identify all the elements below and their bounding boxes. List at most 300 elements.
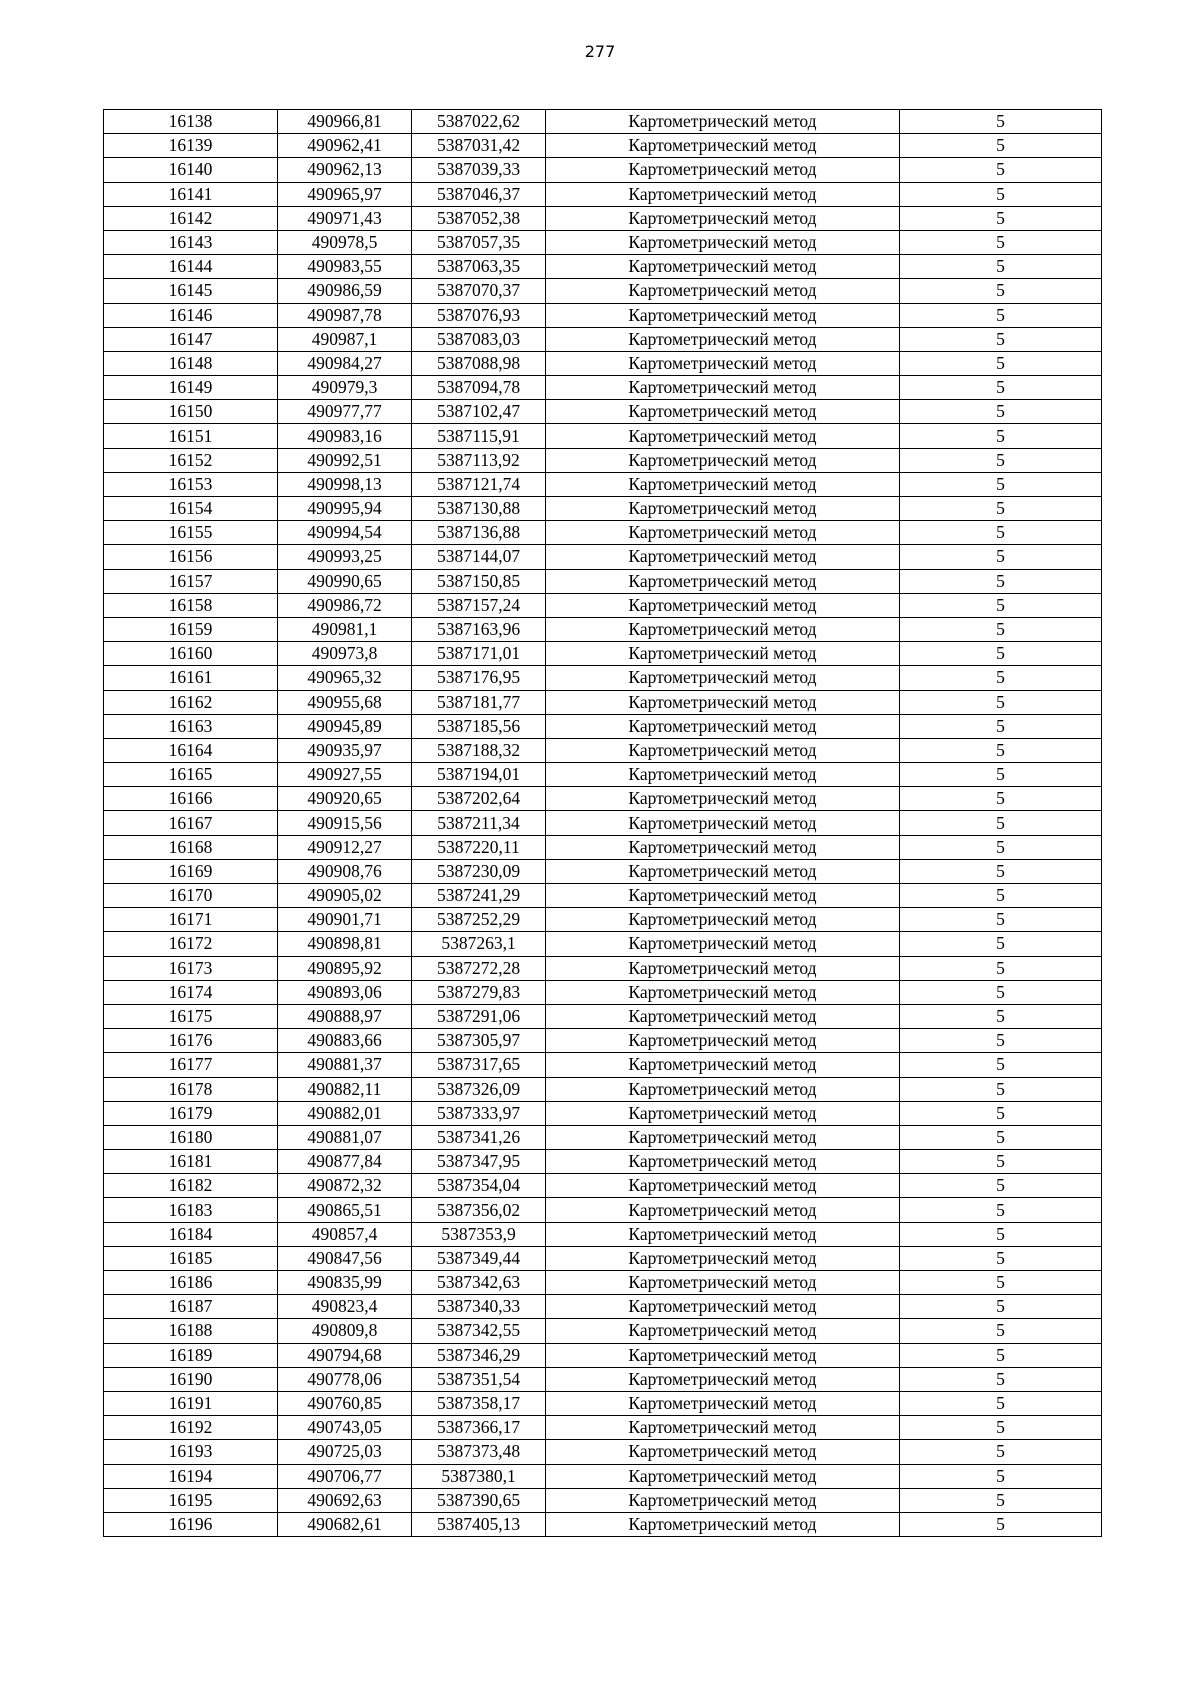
method-cell: Картометрический метод [546, 859, 900, 883]
table-row [104, 545, 1102, 569]
x-coordinate-cell: 490847,56 [278, 1246, 412, 1270]
table-row [104, 1440, 1102, 1464]
method-cell: Картометрический метод [546, 980, 900, 1004]
x-coordinate-cell: 490983,55 [278, 255, 412, 279]
method-cell: Картометрический метод [546, 1246, 900, 1270]
x-coordinate-cell: 490962,13 [278, 158, 412, 182]
y-coordinate-cell: 5387046,37 [412, 182, 546, 206]
accuracy-cell: 5 [900, 1512, 1102, 1536]
accuracy-cell: 5 [900, 1004, 1102, 1028]
y-coordinate-cell: 5387349,44 [412, 1246, 546, 1270]
point-number-cell: 16153 [104, 472, 278, 496]
method-cell: Картометрический метод [546, 884, 900, 908]
method-cell: Картометрический метод [546, 1004, 900, 1028]
method-cell: Картометрический метод [546, 1053, 900, 1077]
x-coordinate-cell: 490905,02 [278, 884, 412, 908]
x-coordinate-cell: 490881,37 [278, 1053, 412, 1077]
accuracy-cell: 5 [900, 1246, 1102, 1270]
table-row [104, 908, 1102, 932]
page-number: 277 [584, 42, 616, 61]
accuracy-cell: 5 [900, 1464, 1102, 1488]
x-coordinate-cell: 490778,06 [278, 1367, 412, 1391]
y-coordinate-cell: 5387317,65 [412, 1053, 546, 1077]
accuracy-cell: 5 [900, 327, 1102, 351]
point-number-cell: 16146 [104, 303, 278, 327]
point-number-cell: 16177 [104, 1053, 278, 1077]
point-number-cell: 16189 [104, 1343, 278, 1367]
y-coordinate-cell: 5387341,26 [412, 1125, 546, 1149]
table-row [104, 376, 1102, 400]
accuracy-cell: 5 [900, 1101, 1102, 1125]
x-coordinate-cell: 490984,27 [278, 351, 412, 375]
point-number-cell: 16180 [104, 1125, 278, 1149]
table-row [104, 182, 1102, 206]
accuracy-cell: 5 [900, 1488, 1102, 1512]
point-number-cell: 16176 [104, 1029, 278, 1053]
y-coordinate-cell: 5387052,38 [412, 206, 546, 230]
x-coordinate-cell: 490981,1 [278, 617, 412, 641]
point-number-cell: 16187 [104, 1295, 278, 1319]
method-cell: Картометрический метод [546, 956, 900, 980]
point-number-cell: 16163 [104, 714, 278, 738]
table-row [104, 1464, 1102, 1488]
y-coordinate-cell: 5387241,29 [412, 884, 546, 908]
x-coordinate-cell: 490883,66 [278, 1029, 412, 1053]
method-cell: Картометрический метод [546, 1222, 900, 1246]
accuracy-cell: 5 [900, 666, 1102, 690]
point-number-cell: 16185 [104, 1246, 278, 1270]
point-number-cell: 16167 [104, 811, 278, 835]
x-coordinate-cell: 490706,77 [278, 1464, 412, 1488]
method-cell: Картометрический метод [546, 521, 900, 545]
y-coordinate-cell: 5387347,95 [412, 1150, 546, 1174]
table-row [104, 400, 1102, 424]
method-cell: Картометрический метод [546, 1198, 900, 1222]
x-coordinate-cell: 490962,41 [278, 134, 412, 158]
method-cell: Картометрический метод [546, 376, 900, 400]
accuracy-cell: 5 [900, 158, 1102, 182]
point-number-cell: 16142 [104, 206, 278, 230]
accuracy-cell: 5 [900, 448, 1102, 472]
accuracy-cell: 5 [900, 1295, 1102, 1319]
y-coordinate-cell: 5387070,37 [412, 279, 546, 303]
point-number-cell: 16170 [104, 884, 278, 908]
point-number-cell: 16182 [104, 1174, 278, 1198]
accuracy-cell: 5 [900, 980, 1102, 1004]
table-row [104, 206, 1102, 230]
x-coordinate-cell: 490888,97 [278, 1004, 412, 1028]
y-coordinate-cell: 5387230,09 [412, 859, 546, 883]
accuracy-cell: 5 [900, 400, 1102, 424]
y-coordinate-cell: 5387163,96 [412, 617, 546, 641]
table-row [104, 1343, 1102, 1367]
x-coordinate-cell: 490920,65 [278, 787, 412, 811]
x-coordinate-cell: 490682,61 [278, 1512, 412, 1536]
method-cell: Картометрический метод [546, 1440, 900, 1464]
point-number-cell: 16166 [104, 787, 278, 811]
point-number-cell: 16150 [104, 400, 278, 424]
point-number-cell: 16160 [104, 642, 278, 666]
accuracy-cell: 5 [900, 1319, 1102, 1343]
x-coordinate-cell: 490965,97 [278, 182, 412, 206]
x-coordinate-cell: 490971,43 [278, 206, 412, 230]
accuracy-cell: 5 [900, 182, 1102, 206]
point-number-cell: 16143 [104, 230, 278, 254]
y-coordinate-cell: 5387340,33 [412, 1295, 546, 1319]
x-coordinate-cell: 490865,51 [278, 1198, 412, 1222]
y-coordinate-cell: 5387353,9 [412, 1222, 546, 1246]
x-coordinate-cell: 490935,97 [278, 738, 412, 762]
method-cell: Картометрический метод [546, 1029, 900, 1053]
method-cell: Картометрический метод [546, 448, 900, 472]
accuracy-cell: 5 [900, 956, 1102, 980]
accuracy-cell: 5 [900, 134, 1102, 158]
x-coordinate-cell: 490692,63 [278, 1488, 412, 1512]
x-coordinate-cell: 490760,85 [278, 1391, 412, 1415]
y-coordinate-cell: 5387031,42 [412, 134, 546, 158]
accuracy-cell: 5 [900, 1416, 1102, 1440]
method-cell: Картометрический метод [546, 1391, 900, 1415]
table-row [104, 835, 1102, 859]
point-number-cell: 16183 [104, 1198, 278, 1222]
accuracy-cell: 5 [900, 472, 1102, 496]
method-cell: Картометрический метод [546, 1150, 900, 1174]
table-row [104, 787, 1102, 811]
table-row [104, 1174, 1102, 1198]
point-number-cell: 16157 [104, 569, 278, 593]
method-cell: Картометрический метод [546, 1319, 900, 1343]
y-coordinate-cell: 5387342,55 [412, 1319, 546, 1343]
y-coordinate-cell: 5387094,78 [412, 376, 546, 400]
x-coordinate-cell: 490882,01 [278, 1101, 412, 1125]
coordinates-table-body [104, 110, 1102, 1537]
x-coordinate-cell: 490809,8 [278, 1319, 412, 1343]
x-coordinate-cell: 490986,59 [278, 279, 412, 303]
y-coordinate-cell: 5387076,93 [412, 303, 546, 327]
table-row [104, 1198, 1102, 1222]
y-coordinate-cell: 5387157,24 [412, 593, 546, 617]
accuracy-cell: 5 [900, 255, 1102, 279]
x-coordinate-cell: 490978,5 [278, 230, 412, 254]
method-cell: Картометрический метод [546, 158, 900, 182]
accuracy-cell: 5 [900, 1271, 1102, 1295]
point-number-cell: 16141 [104, 182, 278, 206]
x-coordinate-cell: 490725,03 [278, 1440, 412, 1464]
accuracy-cell: 5 [900, 206, 1102, 230]
table-row [104, 1004, 1102, 1028]
y-coordinate-cell: 5387057,35 [412, 230, 546, 254]
x-coordinate-cell: 490823,4 [278, 1295, 412, 1319]
method-cell: Картометрический метод [546, 303, 900, 327]
point-number-cell: 16161 [104, 666, 278, 690]
method-cell: Картометрический метод [546, 110, 900, 134]
table-row [104, 569, 1102, 593]
method-cell: Картометрический метод [546, 230, 900, 254]
table-row [104, 763, 1102, 787]
table-row [104, 1295, 1102, 1319]
method-cell: Картометрический метод [546, 1295, 900, 1319]
y-coordinate-cell: 5387188,32 [412, 738, 546, 762]
y-coordinate-cell: 5387144,07 [412, 545, 546, 569]
y-coordinate-cell: 5387115,91 [412, 424, 546, 448]
table-row [104, 932, 1102, 956]
accuracy-cell: 5 [900, 279, 1102, 303]
accuracy-cell: 5 [900, 811, 1102, 835]
accuracy-cell: 5 [900, 932, 1102, 956]
method-cell: Картометрический метод [546, 134, 900, 158]
y-coordinate-cell: 5387305,97 [412, 1029, 546, 1053]
y-coordinate-cell: 5387220,11 [412, 835, 546, 859]
x-coordinate-cell: 490987,78 [278, 303, 412, 327]
y-coordinate-cell: 5387130,88 [412, 497, 546, 521]
x-coordinate-cell: 490881,07 [278, 1125, 412, 1149]
method-cell: Картометрический метод [546, 811, 900, 835]
table-row [104, 424, 1102, 448]
y-coordinate-cell: 5387326,09 [412, 1077, 546, 1101]
y-coordinate-cell: 5387342,63 [412, 1271, 546, 1295]
x-coordinate-cell: 490965,32 [278, 666, 412, 690]
table-row [104, 1416, 1102, 1440]
y-coordinate-cell: 5387358,17 [412, 1391, 546, 1415]
accuracy-cell: 5 [900, 497, 1102, 521]
method-cell: Картометрический метод [546, 690, 900, 714]
table-row [104, 351, 1102, 375]
method-cell: Картометрический метод [546, 593, 900, 617]
method-cell: Картометрический метод [546, 835, 900, 859]
point-number-cell: 16169 [104, 859, 278, 883]
table-row [104, 1319, 1102, 1343]
table-row [104, 980, 1102, 1004]
point-number-cell: 16194 [104, 1464, 278, 1488]
x-coordinate-cell: 490882,11 [278, 1077, 412, 1101]
y-coordinate-cell: 5387252,29 [412, 908, 546, 932]
accuracy-cell: 5 [900, 787, 1102, 811]
point-number-cell: 16152 [104, 448, 278, 472]
accuracy-cell: 5 [900, 835, 1102, 859]
x-coordinate-cell: 490990,65 [278, 569, 412, 593]
point-number-cell: 16156 [104, 545, 278, 569]
accuracy-cell: 5 [900, 1391, 1102, 1415]
accuracy-cell: 5 [900, 521, 1102, 545]
y-coordinate-cell: 5387171,01 [412, 642, 546, 666]
point-number-cell: 16159 [104, 617, 278, 641]
accuracy-cell: 5 [900, 545, 1102, 569]
point-number-cell: 16191 [104, 1391, 278, 1415]
method-cell: Картометрический метод [546, 351, 900, 375]
accuracy-cell: 5 [900, 1367, 1102, 1391]
point-number-cell: 16171 [104, 908, 278, 932]
method-cell: Картометрический метод [546, 497, 900, 521]
y-coordinate-cell: 5387279,83 [412, 980, 546, 1004]
method-cell: Картометрический метод [546, 545, 900, 569]
accuracy-cell: 5 [900, 1174, 1102, 1198]
table-row [104, 714, 1102, 738]
accuracy-cell: 5 [900, 351, 1102, 375]
y-coordinate-cell: 5387390,65 [412, 1488, 546, 1512]
y-coordinate-cell: 5387405,13 [412, 1512, 546, 1536]
method-cell: Картометрический метод [546, 1464, 900, 1488]
point-number-cell: 16196 [104, 1512, 278, 1536]
method-cell: Картометрический метод [546, 763, 900, 787]
x-coordinate-cell: 490973,8 [278, 642, 412, 666]
table-row [104, 230, 1102, 254]
point-number-cell: 16165 [104, 763, 278, 787]
table-row [104, 1053, 1102, 1077]
y-coordinate-cell: 5387346,29 [412, 1343, 546, 1367]
table-row [104, 472, 1102, 496]
method-cell: Картометрический метод [546, 1174, 900, 1198]
method-cell: Картометрический метод [546, 1101, 900, 1125]
y-coordinate-cell: 5387366,17 [412, 1416, 546, 1440]
accuracy-cell: 5 [900, 1150, 1102, 1174]
y-coordinate-cell: 5387102,47 [412, 400, 546, 424]
accuracy-cell: 5 [900, 110, 1102, 134]
method-cell: Картометрический метод [546, 569, 900, 593]
point-number-cell: 16193 [104, 1440, 278, 1464]
table-row [104, 303, 1102, 327]
method-cell: Картометрический метод [546, 1271, 900, 1295]
method-cell: Картометрический метод [546, 472, 900, 496]
x-coordinate-cell: 490987,1 [278, 327, 412, 351]
method-cell: Картометрический метод [546, 182, 900, 206]
point-number-cell: 16148 [104, 351, 278, 375]
x-coordinate-cell: 490977,77 [278, 400, 412, 424]
x-coordinate-cell: 490794,68 [278, 1343, 412, 1367]
point-number-cell: 16151 [104, 424, 278, 448]
accuracy-cell: 5 [900, 1222, 1102, 1246]
point-number-cell: 16149 [104, 376, 278, 400]
table-row [104, 593, 1102, 617]
method-cell: Картометрический метод [546, 206, 900, 230]
method-cell: Картометрический метод [546, 327, 900, 351]
accuracy-cell: 5 [900, 593, 1102, 617]
y-coordinate-cell: 5387194,01 [412, 763, 546, 787]
y-coordinate-cell: 5387202,64 [412, 787, 546, 811]
y-coordinate-cell: 5387333,97 [412, 1101, 546, 1125]
method-cell: Картометрический метод [546, 255, 900, 279]
accuracy-cell: 5 [900, 763, 1102, 787]
x-coordinate-cell: 490908,76 [278, 859, 412, 883]
method-cell: Картометрический метод [546, 279, 900, 303]
y-coordinate-cell: 5387039,33 [412, 158, 546, 182]
table-row [104, 134, 1102, 158]
method-cell: Картометрический метод [546, 1416, 900, 1440]
y-coordinate-cell: 5387063,35 [412, 255, 546, 279]
accuracy-cell: 5 [900, 859, 1102, 883]
accuracy-cell: 5 [900, 884, 1102, 908]
x-coordinate-cell: 490983,16 [278, 424, 412, 448]
accuracy-cell: 5 [900, 1029, 1102, 1053]
table-row [104, 1271, 1102, 1295]
point-number-cell: 16184 [104, 1222, 278, 1246]
x-coordinate-cell: 490986,72 [278, 593, 412, 617]
table-row [104, 1101, 1102, 1125]
table-row [104, 1512, 1102, 1536]
y-coordinate-cell: 5387121,74 [412, 472, 546, 496]
accuracy-cell: 5 [900, 303, 1102, 327]
table-row [104, 110, 1102, 134]
x-coordinate-cell: 490955,68 [278, 690, 412, 714]
table-row [104, 1077, 1102, 1101]
table-row [104, 884, 1102, 908]
accuracy-cell: 5 [900, 690, 1102, 714]
point-number-cell: 16168 [104, 835, 278, 859]
method-cell: Картометрический метод [546, 666, 900, 690]
point-number-cell: 16164 [104, 738, 278, 762]
point-number-cell: 16158 [104, 593, 278, 617]
table-row [104, 1150, 1102, 1174]
accuracy-cell: 5 [900, 424, 1102, 448]
point-number-cell: 16186 [104, 1271, 278, 1295]
accuracy-cell: 5 [900, 1440, 1102, 1464]
point-number-cell: 16162 [104, 690, 278, 714]
table-row [104, 1125, 1102, 1149]
accuracy-cell: 5 [900, 738, 1102, 762]
method-cell: Картометрический метод [546, 642, 900, 666]
x-coordinate-cell: 490901,71 [278, 908, 412, 932]
y-coordinate-cell: 5387373,48 [412, 1440, 546, 1464]
point-number-cell: 16188 [104, 1319, 278, 1343]
method-cell: Картометрический метод [546, 1488, 900, 1512]
x-coordinate-cell: 490915,56 [278, 811, 412, 835]
x-coordinate-cell: 490872,32 [278, 1174, 412, 1198]
accuracy-cell: 5 [900, 230, 1102, 254]
point-number-cell: 16147 [104, 327, 278, 351]
table-row [104, 738, 1102, 762]
accuracy-cell: 5 [900, 714, 1102, 738]
accuracy-cell: 5 [900, 642, 1102, 666]
x-coordinate-cell: 490966,81 [278, 110, 412, 134]
y-coordinate-cell: 5387176,95 [412, 666, 546, 690]
method-cell: Картометрический метод [546, 908, 900, 932]
y-coordinate-cell: 5387150,85 [412, 569, 546, 593]
point-number-cell: 16145 [104, 279, 278, 303]
y-coordinate-cell: 5387113,92 [412, 448, 546, 472]
point-number-cell: 16192 [104, 1416, 278, 1440]
x-coordinate-cell: 490945,89 [278, 714, 412, 738]
y-coordinate-cell: 5387263,1 [412, 932, 546, 956]
x-coordinate-cell: 490994,54 [278, 521, 412, 545]
table-row [104, 497, 1102, 521]
point-number-cell: 16190 [104, 1367, 278, 1391]
y-coordinate-cell: 5387181,77 [412, 690, 546, 714]
table-row [104, 811, 1102, 835]
x-coordinate-cell: 490743,05 [278, 1416, 412, 1440]
x-coordinate-cell: 490893,06 [278, 980, 412, 1004]
table-row [104, 1222, 1102, 1246]
y-coordinate-cell: 5387356,02 [412, 1198, 546, 1222]
method-cell: Картометрический метод [546, 1512, 900, 1536]
accuracy-cell: 5 [900, 1343, 1102, 1367]
method-cell: Картометрический метод [546, 1125, 900, 1149]
x-coordinate-cell: 490998,13 [278, 472, 412, 496]
table-row [104, 158, 1102, 182]
method-cell: Картометрический метод [546, 400, 900, 424]
table-row [104, 859, 1102, 883]
method-cell: Картометрический метод [546, 1077, 900, 1101]
method-cell: Картометрический метод [546, 617, 900, 641]
method-cell: Картометрический метод [546, 714, 900, 738]
point-number-cell: 16179 [104, 1101, 278, 1125]
y-coordinate-cell: 5387083,03 [412, 327, 546, 351]
table-row [104, 255, 1102, 279]
x-coordinate-cell: 490835,99 [278, 1271, 412, 1295]
point-number-cell: 16154 [104, 497, 278, 521]
y-coordinate-cell: 5387351,54 [412, 1367, 546, 1391]
y-coordinate-cell: 5387088,98 [412, 351, 546, 375]
table-row [104, 327, 1102, 351]
x-coordinate-cell: 490979,3 [278, 376, 412, 400]
